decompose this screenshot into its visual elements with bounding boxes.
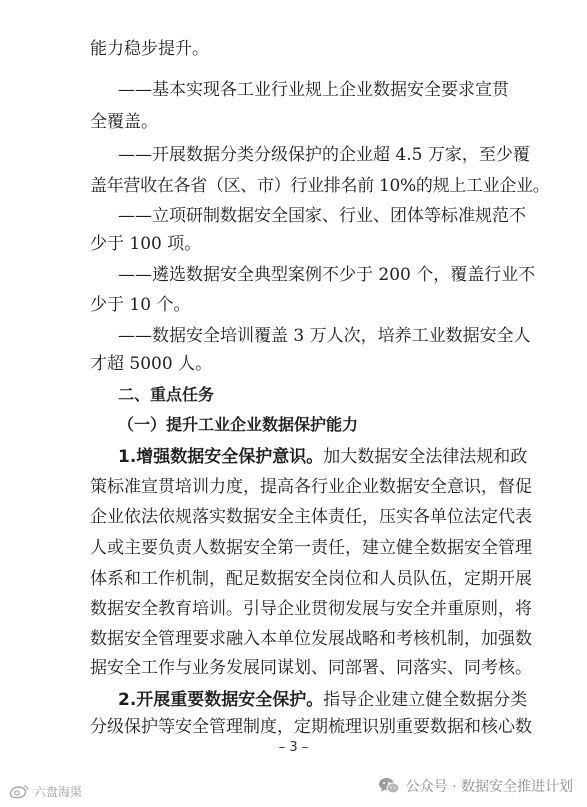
para2-first-line (118, 689, 528, 711)
weibo-like-logo-icon (8, 784, 30, 800)
para2-line: 分级保护等安全管理制度，定期梳理识别重要数据和核心数 (90, 717, 532, 737)
text-line-2: ——基本实现各工业行业规上企业数据安全要求宣贯 (118, 80, 509, 100)
text-line-4: ——开展数据分类分级保护的企业超 4.5 万家，至少覆 (118, 145, 530, 165)
para1-line: 数据安全管理要求融入本单位发展战略和考核机制，加强数 (90, 629, 532, 649)
text-line-8: ——遴选数据安全典型案例不少于 200 个，覆盖行业不 (118, 265, 536, 285)
text-line-6: ——立项研制数据安全国家、行业、团体等标准规范不 (118, 206, 526, 226)
text-line-7: 少于 100 项。 (90, 234, 202, 254)
para1-first-rest: 加大数据安全法律法规和政 (323, 447, 528, 467)
para1-first-line (118, 446, 528, 468)
page-number: – 3 – (278, 740, 309, 755)
text-line-10: ——数据安全培训覆盖 3 万人次，培养工业数据安全人 (118, 326, 531, 346)
text-line-5: 盖年营收在各省（区、市）行业排名前 10%的规上工业企业。 (90, 176, 550, 196)
para2-lead: 2.开展重要数据安全保护。 (118, 690, 324, 710)
para1-lead: 1.增强数据安全保护意识。 (118, 447, 324, 467)
text-line-3: 全覆盖。 (90, 112, 158, 132)
watermark-left (8, 783, 82, 800)
para1-line: 人或主要负责人数据安全第一责任，建立健全数据安全管理 (90, 538, 532, 558)
watermark-right (378, 776, 573, 796)
text-line-11: 才超 5000 人。 (90, 354, 213, 374)
section-heading: 二、重点任务 (118, 385, 215, 404)
para2-first-rest: 指导企业建立健全数据分类 (323, 690, 528, 710)
wechat-icon (378, 777, 400, 795)
text-line-1: 能力稳步提升。 (90, 39, 209, 59)
watermark-left-text: 六盘海渠 (34, 785, 83, 799)
watermark-right-text: 公众号 · 数据安全推进计划 (405, 779, 573, 795)
para1-line: 据安全工作与业务发展同谋划、同部署、同落实、同考核。 (90, 658, 532, 678)
subsection-heading: （一）提升工业企业数据保护能力 (118, 415, 359, 434)
text-line-9: 少于 10 个。 (90, 295, 191, 315)
para1-line: 体系和工作机制，配足数据安全岗位和人员队伍，定期开展 (90, 569, 532, 589)
para1-line: 企业依法依规落实数据安全主体责任，压实各单位法定代表 (90, 507, 532, 527)
para1-line: 策标准宣贯培训力度，提高各行业企业数据安全意识，督促 (90, 477, 532, 497)
para1-line: 数据安全教育培训。引导企业贯彻发展与安全并重原则，将 (90, 599, 532, 619)
